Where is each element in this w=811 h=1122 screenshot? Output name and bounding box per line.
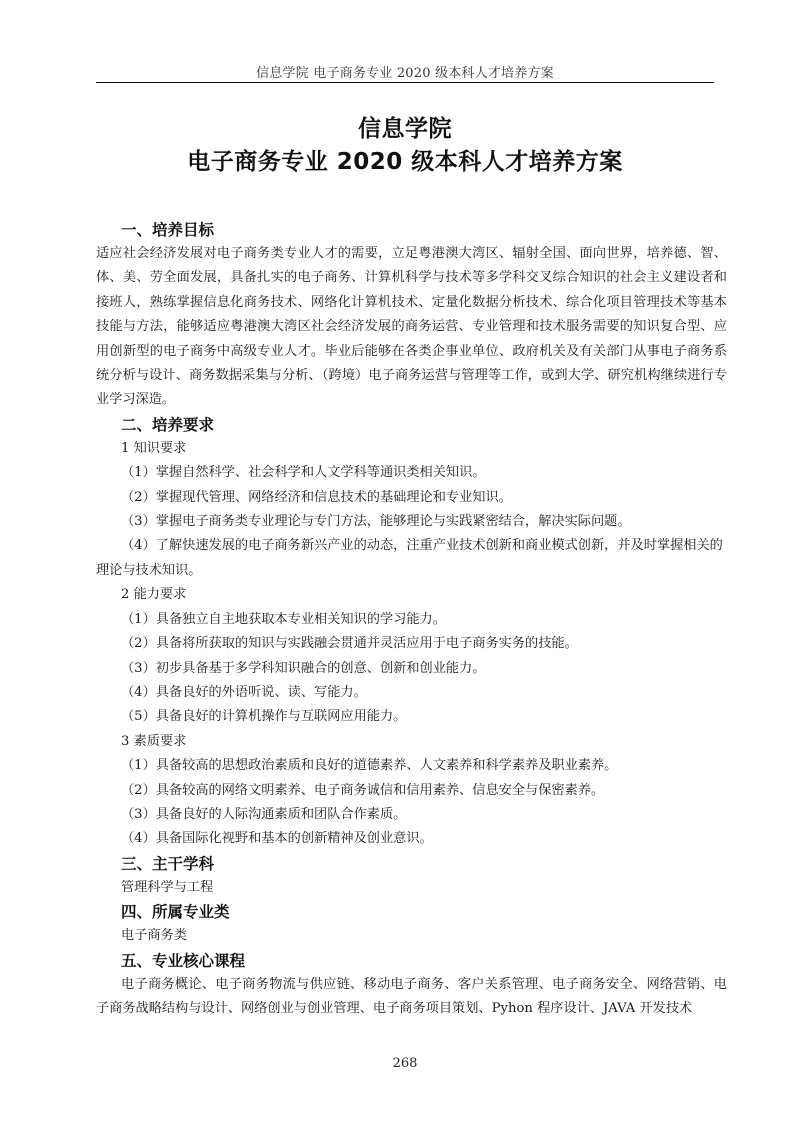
- list-item: （3）具备良好的人际沟通素质和团队合作素质。: [121, 806, 407, 822]
- document-body: [96, 218, 727, 1021]
- section-heading-training-objectives: 一、培养目标: [121, 221, 215, 239]
- training-objectives-text: 适应社会经济发展对电子商务类专业人才的需要，立足粤港澳大湾区、辐射全国、面向世界，培养德、智、体、美、劳全面发展，具备扎实的电子商务、计算机科学与技术等多学科交叉综合知识的社会主义建设者和接班人，熟练掌握信息化商务技术、网络化计算机技术、定量化数据分析技术、综合化项目管理技术等基本技能与方法，能够适应粤港澳大湾区社会经济发展的商务运营、专业管理和技术服务需要的知识复合型、应用创新型的电子商务中高级专业人才。毕业后能够在各类企事业单位、政府机关及有关部门从事电子商务系统分析与设计、商务数据采集与分析、（跨境）电子商务运营与管理等工作，或到大学、研究机构继续进行专业学习深造。: [96, 246, 727, 408]
- list-item: （5）具备良好的计算机操作与互联网应用能力。: [121, 709, 407, 725]
- section-heading-core-courses: 五、专业核心课程: [121, 951, 246, 970]
- section-heading-main-discipline: 三、主干学科: [121, 854, 215, 873]
- list-item: （1）具备较高的思想政治素质和良好的道德素养、人文素养和科学素养及职业素养。: [121, 758, 618, 774]
- core-courses-text: 电子商务概论、电子商务物流与供应链、移动电子商务、客户关系管理、电子商务安全、网络营销、电子商务战略结构与设计、网络创业与创业管理、电子商务项目策划、Pyhon 程序设计、JAVA 开发技术: [96, 976, 727, 1016]
- list-item: （4）具备良好的外语听说、读、写能力。: [121, 684, 367, 700]
- list-item: （4）具备国际化视野和基本的创新精神及创业意识。: [121, 831, 433, 847]
- section-body-main-discipline: 管理科学与工程: [121, 879, 214, 895]
- section-heading-major-category: 四、所属专业类: [121, 903, 230, 922]
- section-body-major-category: 电子商务类: [121, 928, 187, 944]
- group-title-ability: 2 能力要求: [121, 587, 187, 603]
- group-title-quality: 3 素质要求: [121, 733, 187, 749]
- page-number: 268: [392, 1056, 418, 1071]
- list-item: （2）具备将所获取的知识与实践融会贯通并灵活应用于电子商务实务的技能。: [121, 636, 578, 652]
- list-item: （2）具备较高的网络文明素养、电子商务诚信和信用素养、信息安全与保密素养。: [121, 782, 605, 798]
- section-heading-training-requirements: 二、培养要求: [121, 415, 215, 434]
- section-body-core-courses: [96, 973, 727, 1022]
- running-header: 信息学院 电子商务专业 2020 级本科人才培养方案: [256, 66, 554, 81]
- group-title-knowledge: 1 知识要求: [121, 440, 187, 456]
- document-title-program: 电子商务专业 2020 级本科人才培养方案: [187, 149, 623, 175]
- list-item: （2）掌握现代管理、网络经济和信息技术的基础理论和专业知识。: [121, 489, 512, 505]
- document-title-institution: 信息学院: [358, 116, 452, 142]
- list-item: （3）初步具备基于多学科知识融合的创意、创新和创业能力。: [121, 660, 486, 676]
- list-item: （1）掌握自然科学、社会科学和人文学科等通识类相关知识。: [121, 465, 486, 481]
- list-item: （1）具备独立自主地获取本专业相关知识的学习能力。: [121, 611, 446, 627]
- section-body-training-objectives: [96, 242, 727, 413]
- header-rule: [96, 82, 714, 83]
- list-item: （4）了解快速发展的电子商务新兴产业的动态，注重产业技术创新和商业模式创新，并及时掌握相关的理论与技术知识。: [96, 538, 723, 578]
- list-item: （3）掌握电子商务类专业理论与专门方法，能够理论与实践紧密结合，解决实际问题。: [121, 514, 631, 530]
